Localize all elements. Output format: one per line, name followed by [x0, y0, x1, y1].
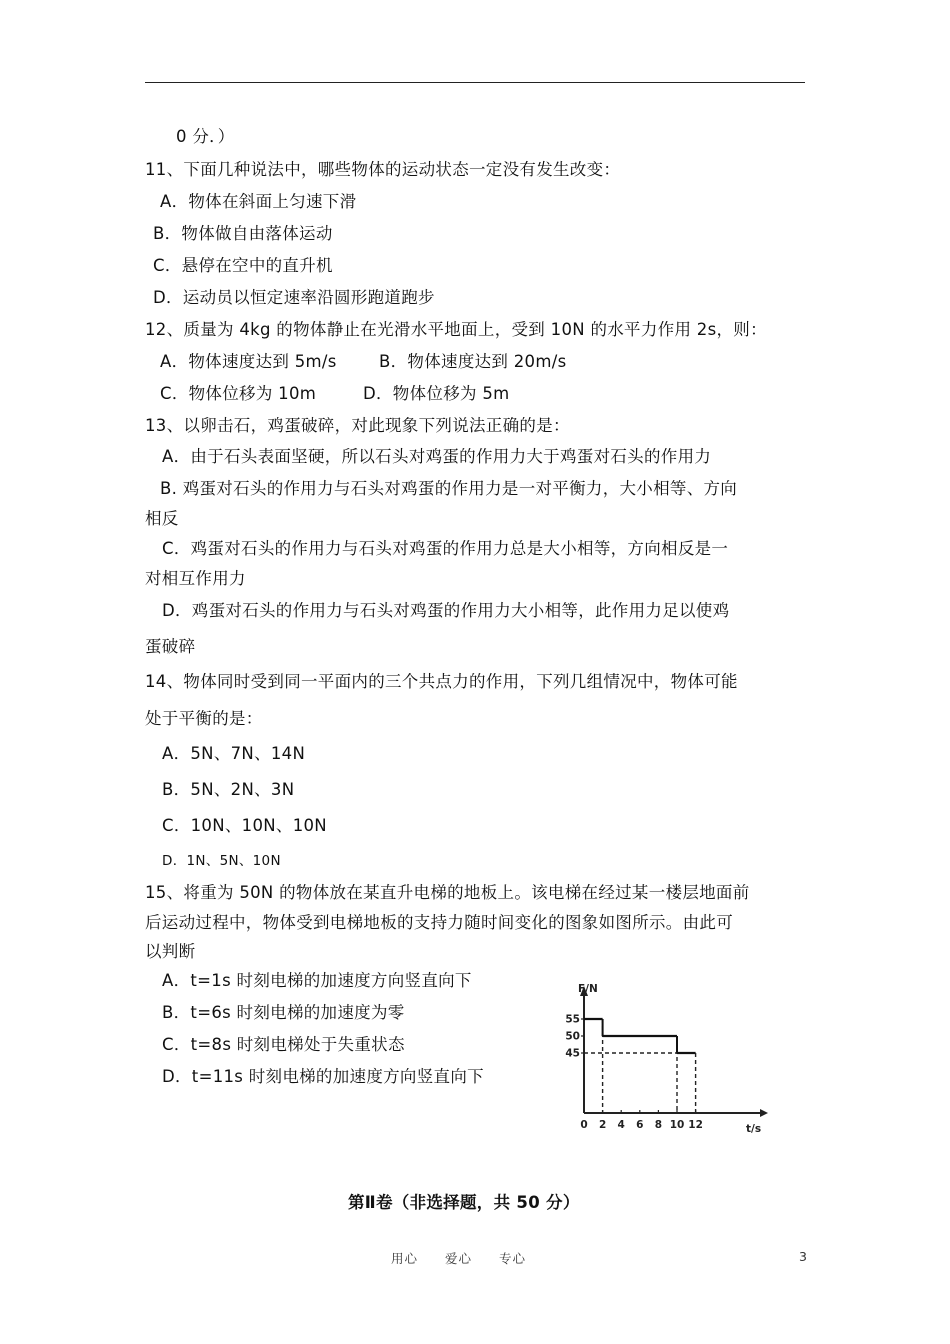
q11-option-d: D．运动员以恒定速率沿圆形跑道跑步: [153, 288, 435, 307]
x-axis-label: t/s: [746, 1123, 762, 1135]
q14-option-c: C．10N、10N、10N: [162, 816, 327, 835]
q15-stem-line2: 后运动过程中，物体受到电梯地板的支持力随时间变化的图象如图所示。由此可: [145, 913, 733, 932]
x-tick-label: 10: [669, 1119, 685, 1131]
y-axis-label: F/N: [578, 983, 598, 995]
y-tick-label: 50: [565, 1030, 580, 1043]
y-tick-label: 55: [565, 1013, 580, 1026]
q13-option-d-line2: 蛋破碎: [145, 637, 196, 656]
footer-motto: 用心 爱心 专心: [391, 1251, 527, 1266]
page-number: 3: [799, 1249, 807, 1264]
q13-option-d-line1: D．鸡蛋对石头的作用力与石头对鸡蛋的作用力大小相等，此作用力足以使鸡: [162, 601, 730, 620]
q15-stem-line3: 以判断: [145, 942, 196, 961]
q11-stem: 11、下面几种说法中，哪些物体的运动状态一定没有发生改变：: [145, 160, 621, 179]
continuation-text: 0 分．）: [176, 127, 235, 146]
q12-option-a: A．物体速度达到 5m/s: [160, 352, 337, 371]
q13-stem: 13、以卵击石，鸡蛋破碎，对此现象下列说法正确的是：: [145, 416, 570, 435]
x-tick-label: 12: [688, 1119, 703, 1131]
q12-stem: 12、质量为 4kg 的物体静止在光滑水平地面上，受到 10N 的水平力作用 2s，则：: [145, 320, 767, 339]
q13-option-a: A．由于石头表面坚硬，所以石头对鸡蛋的作用力大于鸡蛋对石头的作用力: [162, 447, 712, 466]
q11-option-a: A．物体在斜面上匀速下滑: [160, 192, 357, 211]
y-tick-label: 45: [565, 1047, 580, 1060]
q11-option-b: B．物体做自由落体运动: [153, 224, 333, 243]
q14-option-b: B．5N、2N、3N: [162, 780, 295, 799]
force-time-chart: [560, 978, 780, 1138]
x-tick-label: 0: [580, 1119, 588, 1131]
q13-option-b-line2: 相反: [145, 509, 179, 528]
q12-option-c: C．物体位移为 10m: [160, 384, 317, 403]
q13-option-b-line1: B. 鸡蛋对石头的作用力与石头对鸡蛋的作用力是一对平衡力，大小相等、方向: [160, 479, 738, 498]
q11-option-c: C．悬停在空中的直升机: [153, 256, 333, 275]
q13-option-c-line1: C．鸡蛋对石头的作用力与石头对鸡蛋的作用力总是大小相等，方向相反是一: [162, 539, 729, 558]
x-tick-label: 8: [654, 1119, 663, 1131]
q15-option-b: B．t=6s 时刻电梯的加速度为零: [162, 1003, 405, 1022]
q13-option-c-line2: 对相互作用力: [145, 569, 246, 588]
q15-option-a: A．t=1s 时刻电梯的加速度方向竖直向下: [162, 971, 472, 990]
x-tick-label: 6: [636, 1119, 644, 1131]
q14-option-d: D．1N、5N、10N: [162, 853, 281, 869]
q14-stem-line1: 14、物体同时受到同一平面内的三个共点力的作用，下列几组情况中，物体可能: [145, 672, 738, 691]
header-rule: [145, 82, 805, 83]
section-title: 第Ⅱ卷（非选择题，共 50 分）: [348, 1193, 580, 1212]
q15-option-c: C．t=8s 时刻电梯处于失重状态: [162, 1035, 405, 1054]
x-axis-arrow: [760, 1109, 768, 1117]
q15-option-d: D．t=11s 时刻电梯的加速度方向竖直向下: [162, 1067, 484, 1086]
x-tick-label: 4: [617, 1119, 625, 1131]
q15-stem-line1: 15、将重为 50N 的物体放在某直升电梯的地板上。该电梯在经过某一楼层地面前: [145, 883, 750, 902]
chart-marks: [565, 983, 768, 1135]
q12-option-b: B．物体速度达到 20m/s: [379, 352, 567, 371]
q14-option-a: A．5N、7N、14N: [162, 744, 306, 763]
q14-stem-line2: 处于平衡的是：: [145, 709, 263, 728]
x-tick-label: 2: [598, 1119, 607, 1131]
q12-option-d: D．物体位移为 5m: [363, 384, 510, 403]
